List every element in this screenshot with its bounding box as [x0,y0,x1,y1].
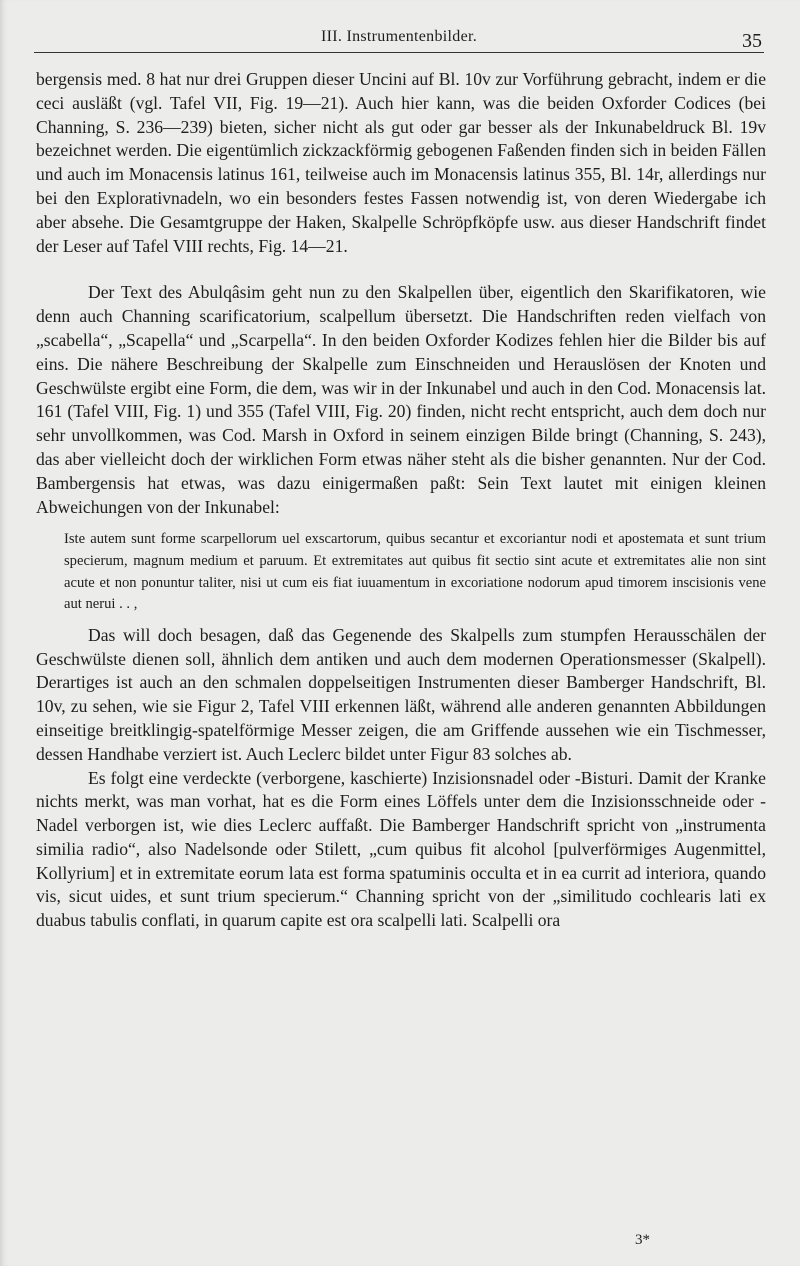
body-text [36,68,766,933]
paragraph-inzisionsnadel: Es folgt eine verdeckte (verborgene, kaschierte) Inzisionsnadel oder -Bisturi. Damit der Kranke nichts merkt, was man vorhat, hat es die Form eines Löffels unter dem die Inzisionsschneide oder -Nadel verborgen ist, wie dies Leclerc auffaßt. Die Bamberger Handschrift spricht von „instrumenta similia radio“, also Nadelsonde oder Stilett, „cum quibus fit alcohol [pulverförmiges Augenmittel, Kollyrium] et in extremitate eorum lata est forma spatuminis occulta et in ea currit ad interiora, quando vis, sicut uides, et sunt trium specierum.“ Channing spricht von der „similitudo cochlearis lati ex duabus tabulis conflati, in quarum capite est ora scalpelli lati. Scalpelli ora [36,767,766,931]
paragraph-continuation: bergensis med. 8 hat nur drei Gruppen dieser Uncini auf Bl. 10v zur Vorführung gebracht, indem er die ceci ausläßt (vgl. Tafel VII, Fig. 19—21). Auch hier kann, was die beiden Oxforder Codices (bei Channing, S. 236—239) bieten, sicher nicht als gut oder gar besser als der Inkunabeldruck Bl. 19v bezeichnet werden. Die eigentümlich zickzackförmig gebogenen Faßenden finden sich in beiden Fällen und auch im Monacensis latinus 161, teilweise auch im Monacensis latinus 355, Bl. 14r, allerdings nur bei den Explorativnadeln, wo ein besonders festes Fassen notwendig ist, von deren Wiedergabe ich aber absehe. Die Gesamtgruppe der Haken, Skalpelle Schröpfköpfe usw. aus dieser Handschrift findet der Leser auf Tafel VIII rechts, Fig. 14—21. [36,69,766,256]
latin-quotation: Iste autem sunt forme scarpellorum uel exscartorum, quibus secantur et excoriantur nodi et apostemata et sunt trium specierum, magnum medium et paruum. Et extremitates aut quibus fit sectio sint acute et extremitates alie non sint acute et non ponuntur taliter, nisi ut cum eis fiat iuuamentum in excoriatione nodorum apud timorem inscisionis vene aut nerui . . , [64,531,766,613]
paragraph-skalpelle: Der Text des Abulqâsim geht nun zu den Skalpellen über, eigentlich den Skarifikatoren, wie denn auch Channing scarificatorium, scalpellum übersetzt. Die Handschriften reden vielfach von „scabella“, „Scapella“ und „Scarpella“. In den beiden Oxforder Kodizes fehlen hier die Bilder bis auf eins. Die nähere Beschreibung der Skalpelle zum Einschneiden und Herauslösen der Knoten und Geschwülste ergibt eine Form, die dem, was wir in der Inkunabel und auch in den Cod. Monacensis lat. 161 (Tafel VIII, Fig. 1) und 355 (Tafel VIII, Fig. 20) finden, nicht recht entspricht, auch dem doch nur sehr unvollkommen, was Cod. Marsh in Oxford in seinem einzigen Bilde bringt (Channing, S. 243), das aber vielleicht doch der wirklichen Form etwas näher steht als die bisher genannten. Nur der Cod. Bambergensis hat etwas, was dazu einigermaßen paßt: Sein Text lautet mit einigen kleinen Abweichungen von der Inkunabel: [36,282,766,517]
page-number: 35 [742,30,762,52]
page-header [34,18,764,53]
signature-mark: 3* [635,1232,650,1248]
paragraph-interpretation: Das will doch besagen, daß das Gegenende des Skalpells zum stumpfen Herausschälen der Geschwülste dienen soll, ähnlich dem antiken und auch dem modernen Operationsmesser (Skalpell). Derartiges ist auch an den schmalen doppelseitigen Instrumenten dieser Bamberger Handschrift, Bl. 10v, zu sehen, wie sie Figur 2, Tafel VIII erkennen läßt, während alle anderen genannten Abbildungen einseitige breitklingig-spatelförmige Messer zeigen, die am Griffende aussehen wie ein Tischmesser, dessen Handhabe verziert ist. Auch Leclerc bildet unter Figur 83 solches ab. [36,624,766,764]
running-head: III. Instrumentenbilder. [320,28,478,45]
